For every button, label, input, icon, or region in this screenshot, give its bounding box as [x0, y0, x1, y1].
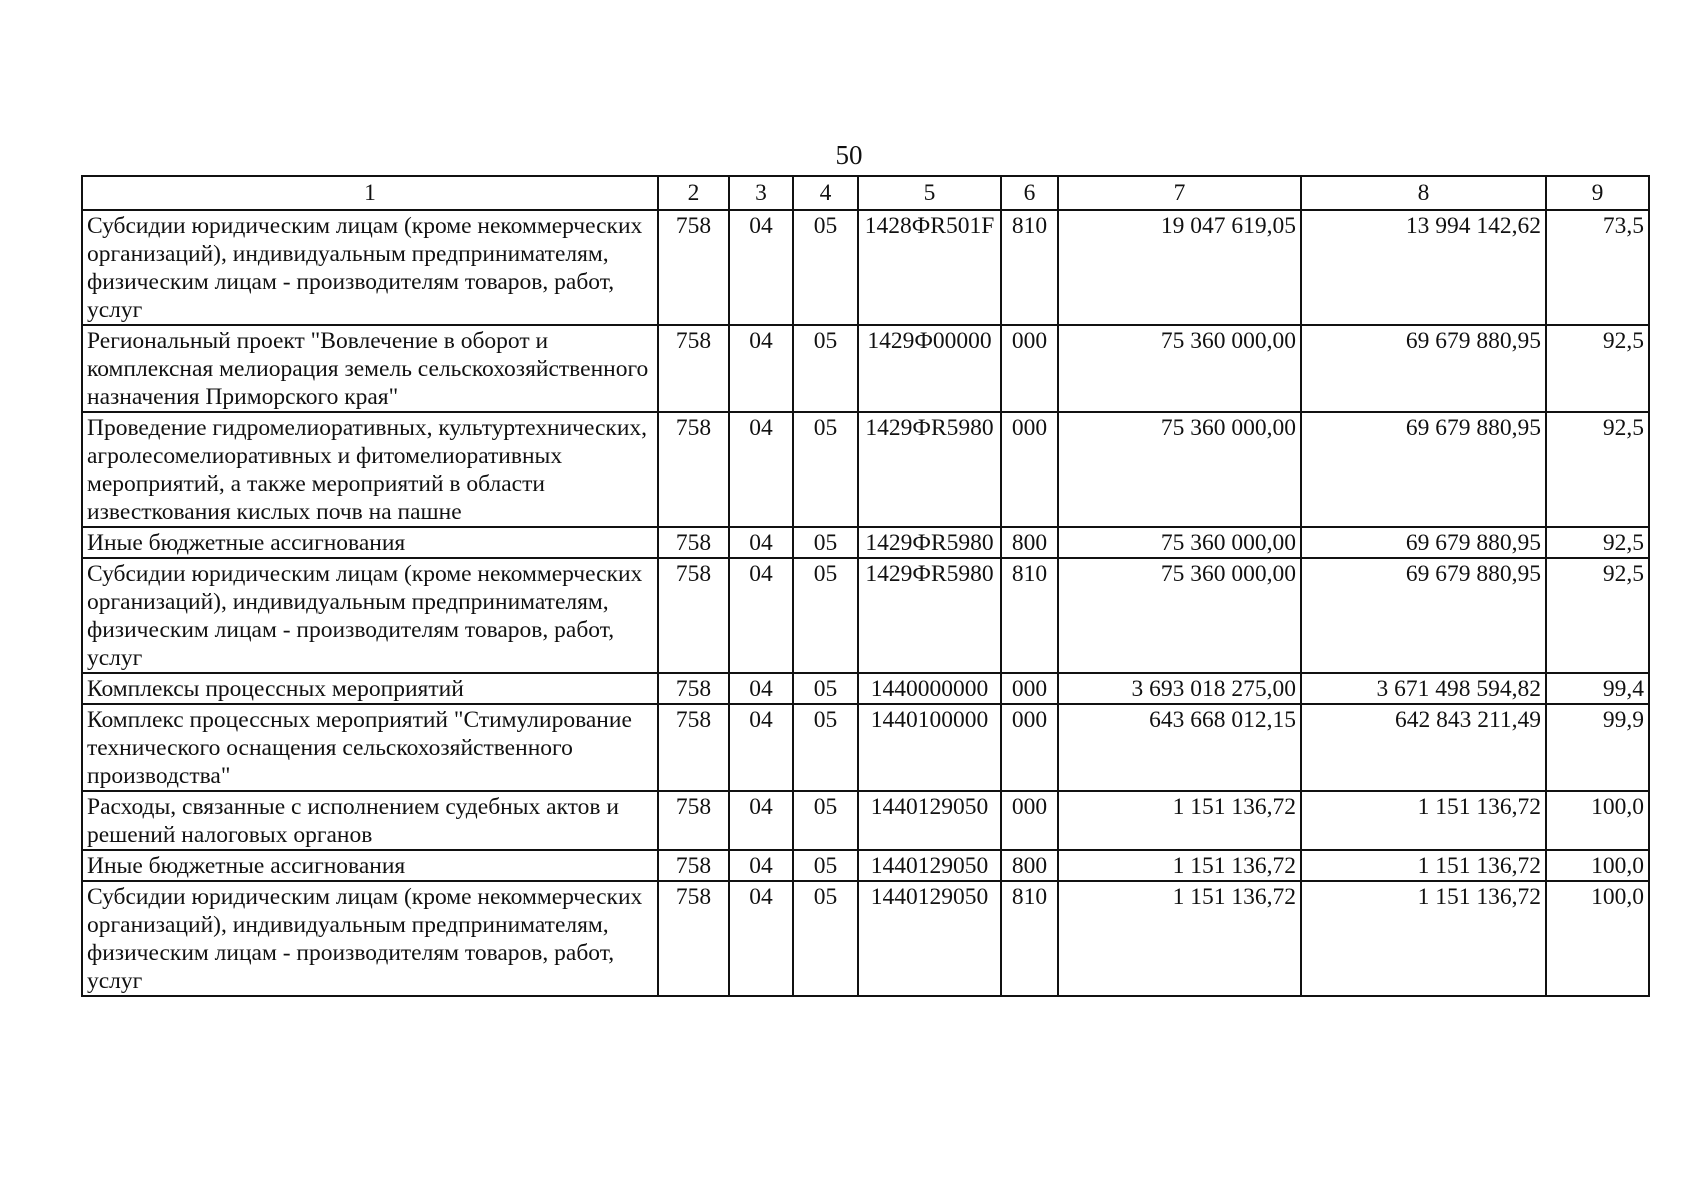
header-cell-8: 8	[1301, 176, 1546, 210]
row-section: 04	[729, 412, 793, 527]
row-plan: 1 151 136,72	[1058, 791, 1301, 850]
row-expense-code: 000	[1001, 325, 1058, 412]
header-cell-1: 1	[82, 176, 658, 210]
row-expense-code: 810	[1001, 881, 1058, 996]
row-subsection: 05	[793, 704, 858, 791]
row-percent: 92,5	[1546, 558, 1649, 673]
row-expense-code: 800	[1001, 527, 1058, 558]
row-ministry: 758	[658, 558, 729, 673]
row-section: 04	[729, 673, 793, 704]
row-name: Расходы, связанные с исполнением судебных актов и решений налоговых органов	[82, 791, 658, 850]
row-subsection: 05	[793, 558, 858, 673]
table-row	[82, 673, 1649, 704]
row-name: Региональный проект "Вовлечение в оборот и комплексная мелиорация земель сельскохозяйственного назначения Приморского края"	[82, 325, 658, 412]
row-actual: 642 843 211,49	[1301, 704, 1546, 791]
budget-table	[81, 175, 1650, 997]
row-expense-code: 000	[1001, 791, 1058, 850]
table-row	[82, 850, 1649, 881]
row-ministry: 758	[658, 881, 729, 996]
row-actual: 13 994 142,62	[1301, 210, 1546, 325]
row-percent: 100,0	[1546, 791, 1649, 850]
row-plan: 1 151 136,72	[1058, 850, 1301, 881]
row-plan: 19 047 619,05	[1058, 210, 1301, 325]
table-row	[82, 791, 1649, 850]
header-row	[82, 176, 1649, 210]
row-ministry: 758	[658, 412, 729, 527]
header-cell-9: 9	[1546, 176, 1649, 210]
header-cell-7: 7	[1058, 176, 1301, 210]
row-plan: 1 151 136,72	[1058, 881, 1301, 996]
row-target-code: 1440000000	[858, 673, 1001, 704]
row-name: Комплекс процессных мероприятий "Стимулирование технического оснащения сельскохозяйственного производства"	[82, 704, 658, 791]
row-ministry: 758	[658, 527, 729, 558]
row-section: 04	[729, 791, 793, 850]
row-subsection: 05	[793, 527, 858, 558]
table-row	[82, 527, 1649, 558]
header-cell-4: 4	[793, 176, 858, 210]
row-target-code: 1429Ф00000	[858, 325, 1001, 412]
row-name: Субсидии юридическим лицам (кроме некоммерческих организаций), индивидуальным предпринимателям, физическим лицам - производителям товаров, работ, услуг	[82, 881, 658, 996]
table-row	[82, 325, 1649, 412]
row-section: 04	[729, 527, 793, 558]
row-actual: 1 151 136,72	[1301, 791, 1546, 850]
table-row	[82, 558, 1649, 673]
row-name: Проведение гидромелиоративных, культуртехнических, агролесомелиоративных и фитомелиоративных мероприятий, а также мероприятий в области известкования кислых почв на пашне	[82, 412, 658, 527]
row-section: 04	[729, 881, 793, 996]
row-actual: 3 671 498 594,82	[1301, 673, 1546, 704]
row-name: Субсидии юридическим лицам (кроме некоммерческих организаций), индивидуальным предпринимателям, физическим лицам - производителям товаров, работ, услуг	[82, 558, 658, 673]
table-row	[82, 210, 1649, 325]
table-row	[82, 704, 1649, 791]
row-expense-code: 000	[1001, 412, 1058, 527]
row-section: 04	[729, 704, 793, 791]
row-percent: 92,5	[1546, 412, 1649, 527]
row-percent: 92,5	[1546, 325, 1649, 412]
row-subsection: 05	[793, 673, 858, 704]
row-plan: 643 668 012,15	[1058, 704, 1301, 791]
row-target-code: 1429ФR5980	[858, 527, 1001, 558]
row-actual: 1 151 136,72	[1301, 881, 1546, 996]
row-expense-code: 800	[1001, 850, 1058, 881]
row-actual: 69 679 880,95	[1301, 325, 1546, 412]
row-name: Иные бюджетные ассигнования	[82, 527, 658, 558]
row-ministry: 758	[658, 704, 729, 791]
row-ministry: 758	[658, 673, 729, 704]
row-section: 04	[729, 210, 793, 325]
row-subsection: 05	[793, 791, 858, 850]
row-percent: 100,0	[1546, 850, 1649, 881]
row-percent: 100,0	[1546, 881, 1649, 996]
row-ministry: 758	[658, 325, 729, 412]
row-section: 04	[729, 325, 793, 412]
row-expense-code: 810	[1001, 558, 1058, 673]
row-subsection: 05	[793, 850, 858, 881]
row-percent: 73,5	[1546, 210, 1649, 325]
row-ministry: 758	[658, 210, 729, 325]
row-percent: 99,4	[1546, 673, 1649, 704]
row-percent: 92,5	[1546, 527, 1649, 558]
row-plan: 75 360 000,00	[1058, 558, 1301, 673]
row-section: 04	[729, 558, 793, 673]
row-actual: 69 679 880,95	[1301, 558, 1546, 673]
row-expense-code: 000	[1001, 704, 1058, 791]
table-row	[82, 412, 1649, 527]
row-percent: 99,9	[1546, 704, 1649, 791]
row-plan: 3 693 018 275,00	[1058, 673, 1301, 704]
row-actual: 69 679 880,95	[1301, 412, 1546, 527]
row-subsection: 05	[793, 210, 858, 325]
row-expense-code: 810	[1001, 210, 1058, 325]
row-expense-code: 000	[1001, 673, 1058, 704]
row-target-code: 1428ФR501F	[858, 210, 1001, 325]
row-name: Иные бюджетные ассигнования	[82, 850, 658, 881]
row-target-code: 1440129050	[858, 881, 1001, 996]
table-row	[82, 881, 1649, 996]
row-actual: 1 151 136,72	[1301, 850, 1546, 881]
row-target-code: 1429ФR5980	[858, 558, 1001, 673]
row-name: Субсидии юридическим лицам (кроме некоммерческих организаций), индивидуальным предпринимателям, физическим лицам - производителям товаров, работ, услуг	[82, 210, 658, 325]
row-target-code: 1440129050	[858, 850, 1001, 881]
row-plan: 75 360 000,00	[1058, 325, 1301, 412]
row-subsection: 05	[793, 412, 858, 527]
row-ministry: 758	[658, 791, 729, 850]
row-actual: 69 679 880,95	[1301, 527, 1546, 558]
page-number: 50	[835, 140, 863, 170]
row-subsection: 05	[793, 881, 858, 996]
row-target-code: 1429ФR5980	[858, 412, 1001, 527]
row-target-code: 1440100000	[858, 704, 1001, 791]
row-subsection: 05	[793, 325, 858, 412]
row-ministry: 758	[658, 850, 729, 881]
row-plan: 75 360 000,00	[1058, 412, 1301, 527]
row-target-code: 1440129050	[858, 791, 1001, 850]
row-plan: 75 360 000,00	[1058, 527, 1301, 558]
header-cell-2: 2	[658, 176, 729, 210]
header-cell-5: 5	[858, 176, 1001, 210]
row-section: 04	[729, 850, 793, 881]
header-cell-6: 6	[1001, 176, 1058, 210]
header-cell-3: 3	[729, 176, 793, 210]
row-name: Комплексы процессных мероприятий	[82, 673, 658, 704]
